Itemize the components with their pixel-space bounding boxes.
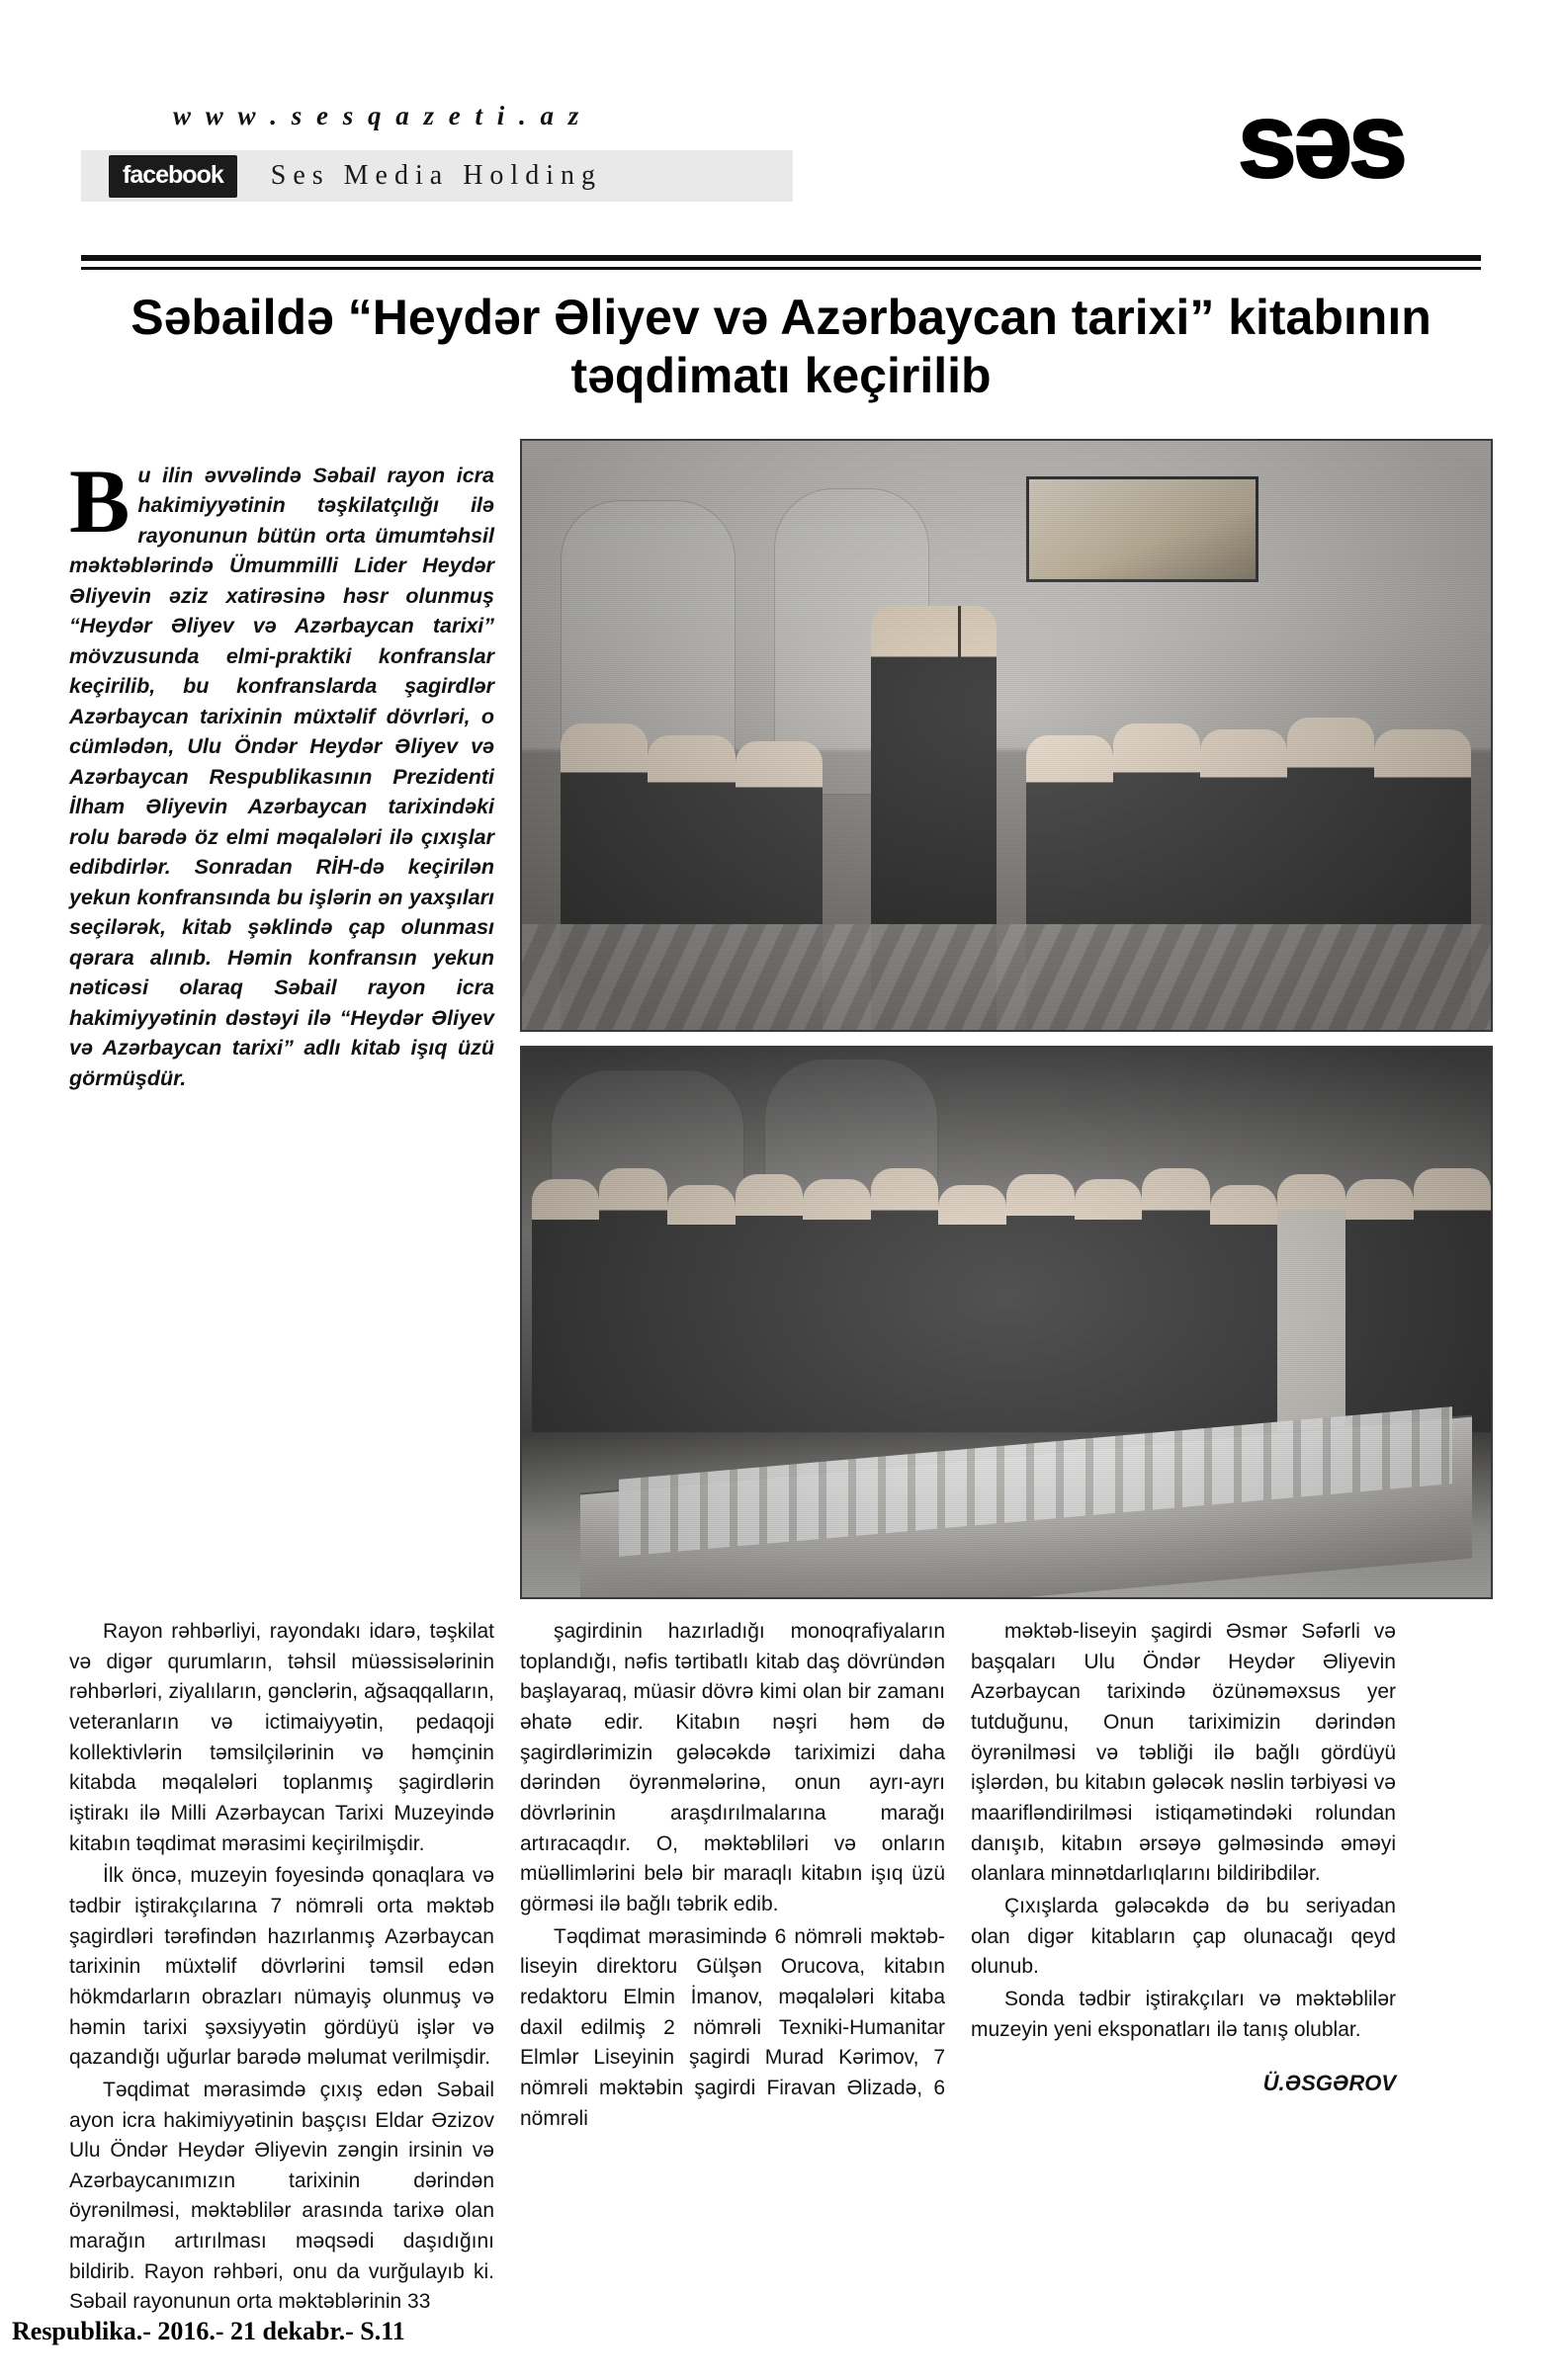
media-holding-bar	[81, 150, 793, 202]
author-byline: Ü.ƏSGƏROV	[1262, 2071, 1396, 2096]
lead-text: u ilin əvvəlində Səbail rayon icra hakimiyyətinin təşkilatçılığı ilə rayonunun bütün orta ümumtəhsil məktəblərində Ümummilli Lider Heydər Əliyevin əziz xatirəsinə həsr olunmuş “Heydər Əliyev və Azərbaycan tarixi” mövzusunda elmi-praktiki konfranslar keçirilib, bu konfranslarda şagirdlər Azərbaycan tarixinin müxtəlif dövrləri, o cümlədən, Ulu Öndər Heydər Əliyev və Azərbaycan Respublikasının Prezidenti İlham Əliyevin Azərbaycan tarixindəki rolu barədə öz elmi məqalələri ilə çıxışlar edibdirlər. Sonradan RİH-də keçirilən yekun konfransında bu işlərin ən yaxşıları seçilərək, kitab şəklində çap olunması qərara alınıb. Həmin konfransın yekun nəticəsi olaraq Səbail rayon icra hakimiyyətinin dəstəyi ilə “Heydər Əliyev və Azərbaycan tarixi” adlı kitab işıq üzü görmüşdür.	[69, 463, 494, 1090]
source-citation: Respublika.- 2016.- 21 dekabr.- S.11	[12, 2317, 405, 2345]
photo-speaker-at-microphone	[520, 439, 1493, 1032]
ses-logo: səs	[1237, 80, 1404, 200]
facebook-icon[interactable]: facebook	[109, 155, 237, 198]
masthead	[69, 59, 1493, 217]
photo-vignette	[522, 1048, 1491, 1597]
column-one-top	[69, 439, 494, 1599]
paragraph: məktəb-liseyin şagirdi Əsmər Səfərli və başqaları Ulu Öndər Heydər Əliyevin Azərbaycan tarixində özünəməxsus yer tutduğunu, Onun tariximizin dərindən öyrənilməsi və təbliği ilə bağlı gördüyü işlərdən, bu kitabın gələcək nəslin tərbiyəsi və maarifləndirilməsi istiqamətindəki rolundan danışıb, kitabın ərsəyə gəlməsində əməyi olanlara minnətdarlıqlarını bildiribdilər.	[971, 1620, 1396, 1886]
photo-audience-and-book-table	[520, 1046, 1493, 1599]
photo-vignette	[522, 441, 1491, 1030]
paragraph: Sonda tədbir iştirakçıları və məktəblilər muzeyin yeni eksponatları ilə tanış olublar.	[971, 1987, 1396, 2041]
media-holding-name: Ses Media Holding	[270, 160, 602, 191]
paragraph: Rayon rəhbərliyi, rayondakı idarə, təşkilat və digər qurumların, təhsil müəssisələrinin rəhbərləri, ziyalıların, gənclərin, ağsaqqalların, veteranların və ictimaiyyətin, pedaqoji kollektivlərin təmsilçilərinin və həmçinin kitabda məqalələri toplanmış şagirdlərin iştirakı ilə Milli Azərbaycan Tarixi Muzeyində kitabın təqdimat mərasimi keçirilmişdir.	[69, 1620, 494, 1855]
top-section	[69, 439, 1493, 1599]
article-body	[69, 439, 1493, 2320]
photo-column	[520, 439, 1493, 1599]
lead-paragraph	[69, 450, 494, 1094]
paragraph: Təqdimat mərasimdə çıxış edən Səbail ayon icra hakimiyyətinin başçısı Eldar Əzizov Ulu Öndər Heydər Əliyevin zəngin irsinin və Azərbaycanımızın tarixinin dərindən öyrənilməsi, məktəblilər arasında tarixə olan marağın artırılması məqsədi daşıdığını bildirib. Rayon rəhbəri, onu da vurğulayıb ki. Səbail rayonunun orta məktəblərinin 33	[69, 2078, 494, 2314]
page-title: Səbaildə “Heydər Əliyev və Azərbaycan tarixi” kitabının təqdimatı keçirilib	[130, 290, 1432, 403]
bottom-section	[69, 1617, 1493, 2320]
paragraph: şagirdinin hazırladığı monoqrafiyaların toplandığı, nəfis tərtibatlı kitab daş dövründən başlayaraq, müasir dövrə kimi olan bir zamanı əhatə edir. Kitabın nəşri həm də şagirdlərimizin gələcəkdə tariximizi daha dərindən öyrənmələrinə, onun ayrı-ayrı dövrlərinin araşdırılmalarına marağı artıracaqdır. O, məktəbliləri və onların müəllimlərini belə bir maraqlı kitabın işıq üzü görməsi ilə bağlı təbrik edib.	[520, 1620, 945, 1915]
paragraph: Təqdimat mərasimində 6 nömrəli məktəb-liseyin direktoru Gülşən Orucova, kitabın redaktoru Elmin İmanov, məqalələri kitaba daxil edilmiş 2 nömrəli Texniki-Humanitar Elmlər Liseyinin şagirdi Murad Kərimov, 7 nömrəli məktəbin şagirdi Firavan Əlizadə, 6 nömrəli	[520, 1924, 945, 2130]
site-url: w w w . s e s q a z e t i . a z	[173, 101, 583, 130]
column-one-continued	[69, 1617, 494, 2320]
column-two	[520, 1617, 945, 2320]
column-three	[971, 1617, 1396, 2320]
paragraph: İlk öncə, muzeyin foyesində qonaqlara və tədbir iştirakçılarına 7 nömrəli orta məktəb şagirdləri tərəfindən hazırlanmış Azərbaycan tarixinin müxtəlif dövrlərini təmsil edən hökmdarların obrazları nümayiş olunmuş və həmin tarixi şəxsiyyətin gördüyü işlər və qazandığı uğurlar barədə məlumat verilmişdir.	[69, 1864, 494, 2070]
masthead-rule-thin	[81, 267, 1481, 270]
masthead-rule-thick	[81, 255, 1481, 261]
drop-cap: B	[69, 450, 130, 552]
paragraph: Çıxışlarda gələcəkdə də bu seriyadan olan digər kitabların çap olunacağı qeyd olunub.	[971, 1894, 1396, 1979]
